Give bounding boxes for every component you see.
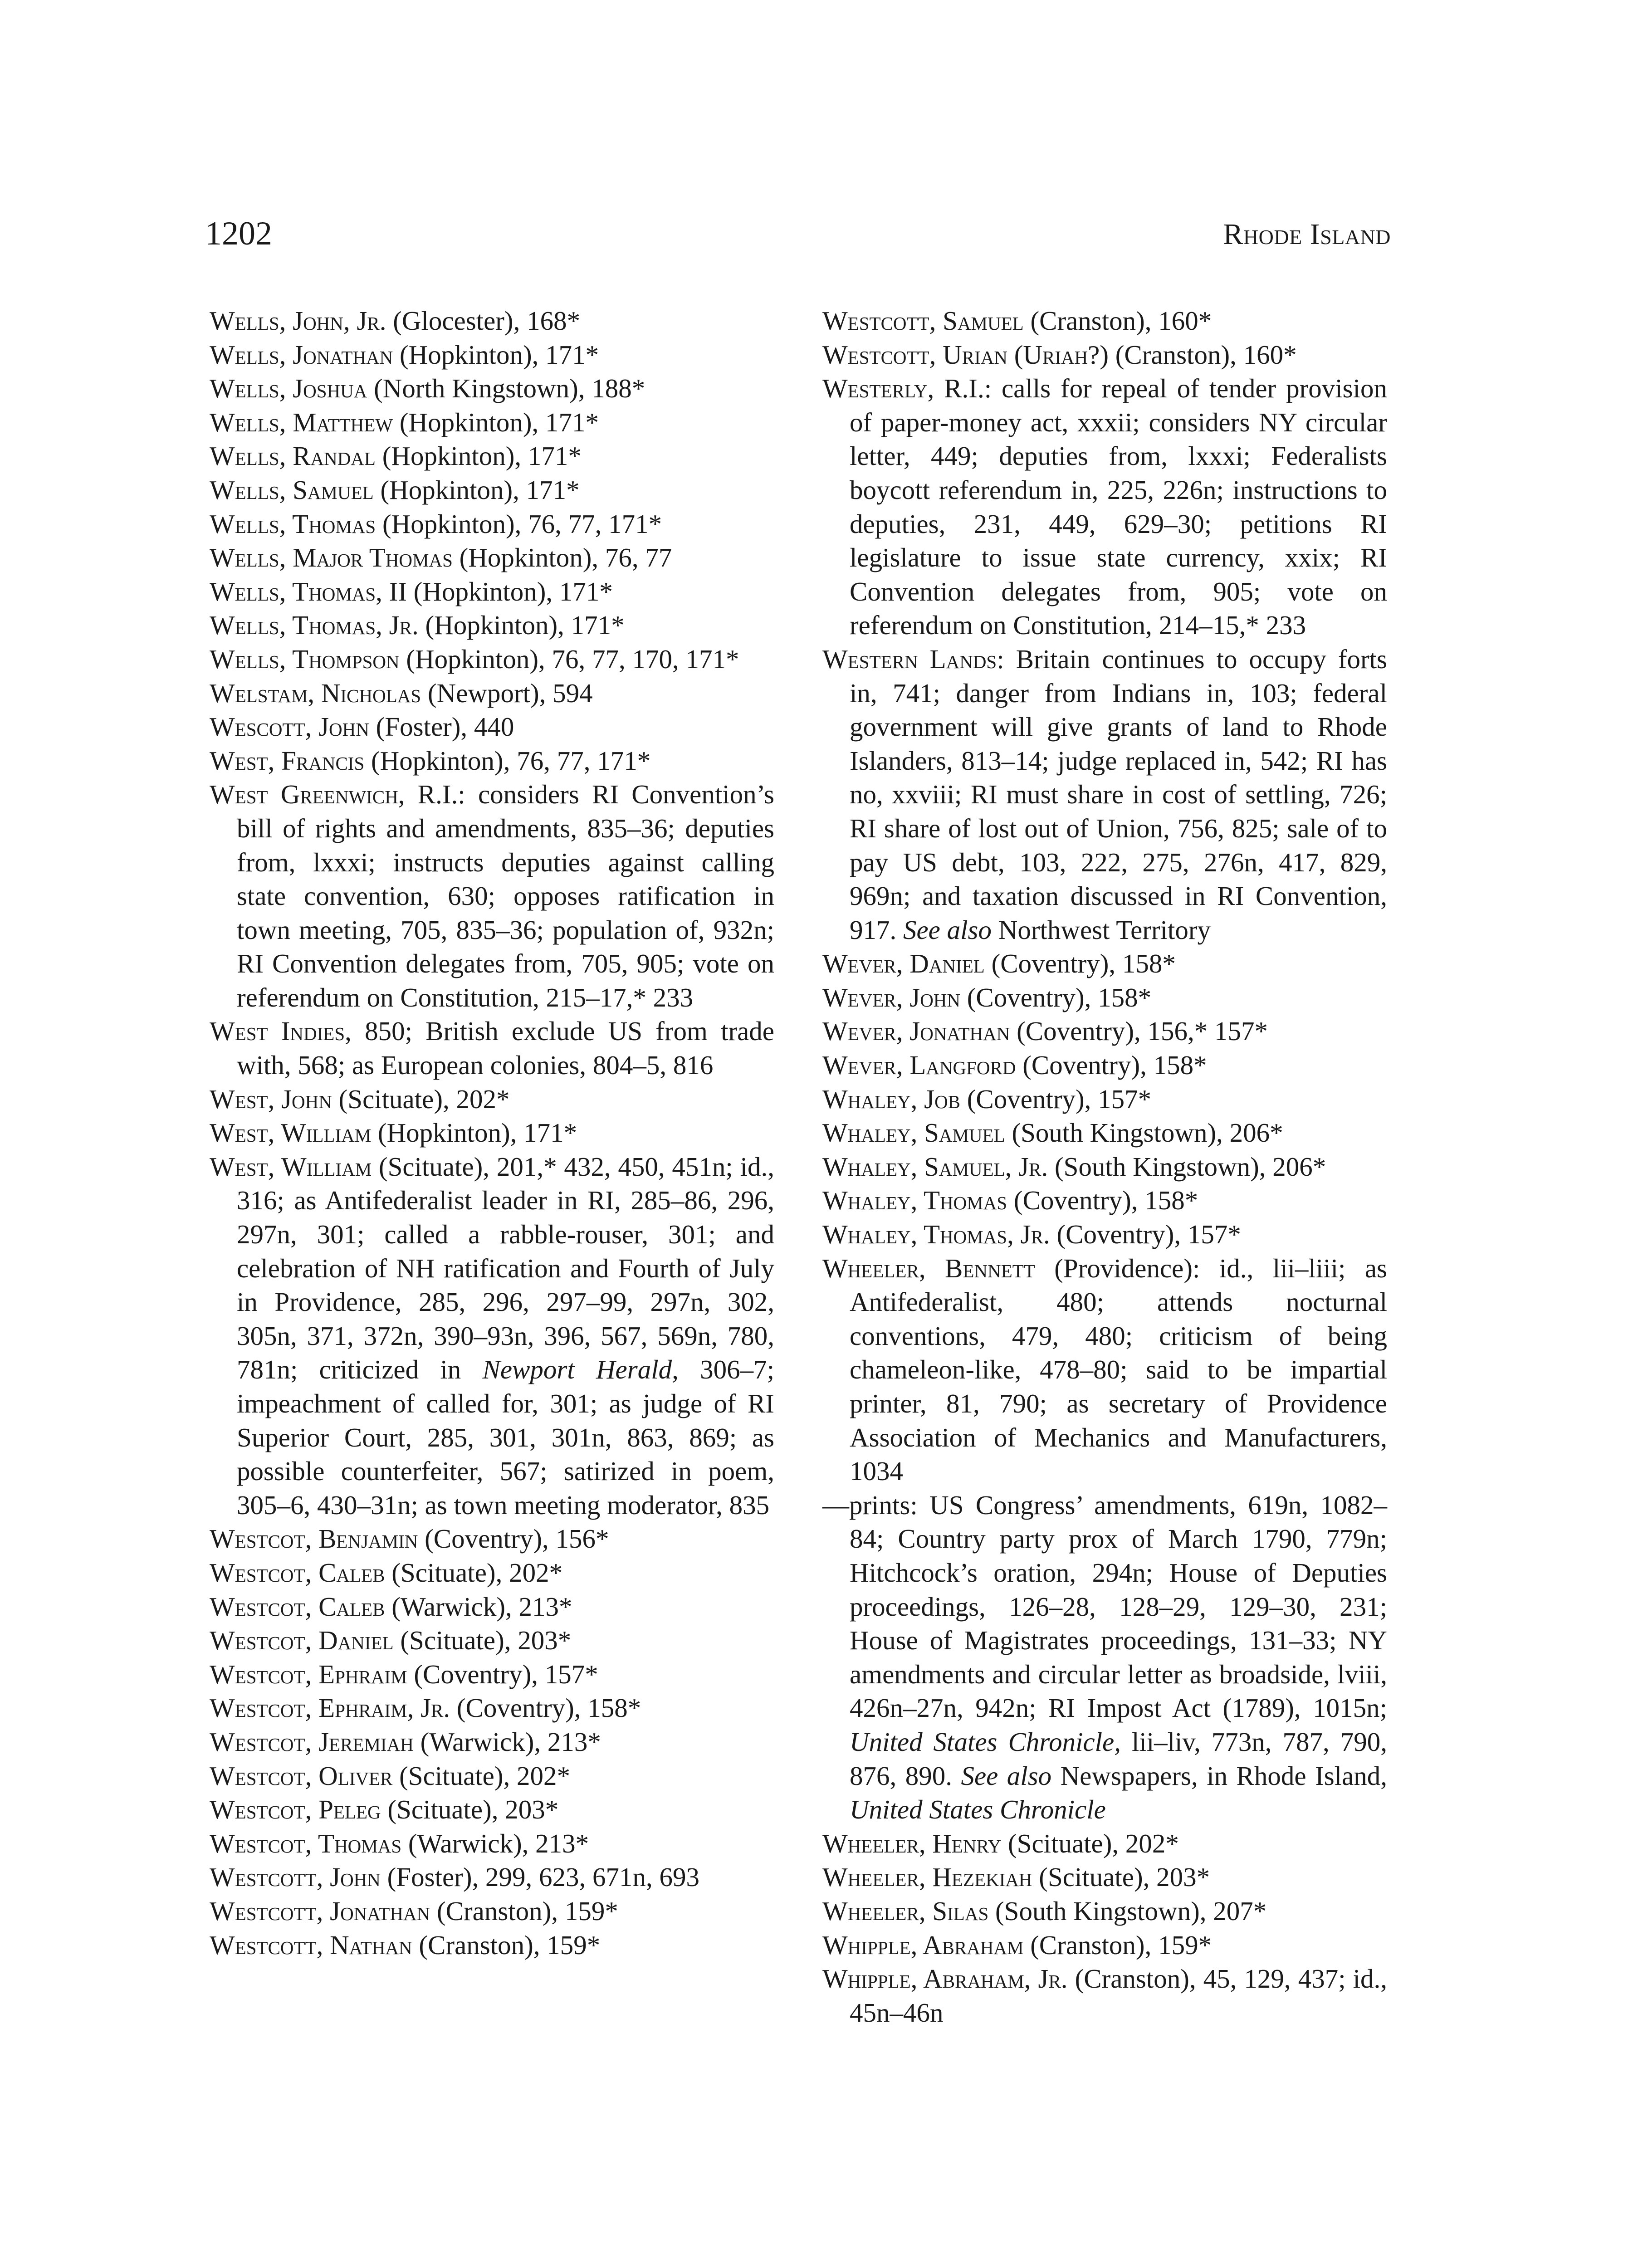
entry-text: (Scituate), 202* (385, 1557, 563, 1588)
entry-heading: Westcot, Ephraim (210, 1659, 407, 1689)
entry-text: Northwest Territory (991, 914, 1211, 945)
entry-text: Britain continues to occupy forts in, 741; danger from Indians in, 103; federal government will give grants of land to Rhode Islanders, 813–14; judge replaced in, 542; RI has no, xxviii; RI must share in cost of settling, 726; RI share of lost out of Union, 756, 825; sale of to pay US debt, 103, 222, 275, 276n, 417, 829, 969n; and taxation discussed in RI Convention, 917. (850, 644, 1387, 945)
index-entry (210, 1014, 774, 1082)
index-entry (210, 304, 774, 338)
entry-text: (Hopkinton), 76, 77, 171* (364, 745, 651, 776)
entry-heading: Wells, Jonathan (210, 339, 393, 370)
index-entry (822, 1082, 1387, 1116)
entry-heading: Whaley, Samuel (822, 1118, 1005, 1148)
entry-heading: Westcott, John (210, 1862, 381, 1892)
index-entry (210, 1894, 774, 1928)
index-entry (210, 1827, 774, 1861)
index-column-right (822, 304, 1387, 2029)
entry-text: (South Kingstown), 206* (1005, 1118, 1283, 1148)
entry-text: (Hopkinton), 171* (393, 407, 599, 437)
entry-text: R.I.: calls for repeal of tender provision of paper-money act, xxxii; considers NY circular letter, 449; deputies from, lxxxi; Federalists boycott referendum in, 225, 226n; instructions to deputies, 231, 449, 629–30; petitions RI legislature to issue state currency, xxix; RI Convention delegates from, 905; vote on referendum on Constitution, 214–15,* 233 (850, 373, 1387, 640)
entry-heading: Whipple, Abraham, Jr. (822, 1964, 1068, 1994)
entry-heading: Wells, Thomas, II (210, 576, 407, 606)
entry-text: (Hopkinton), 171* (373, 474, 580, 505)
entry-text: (Coventry), 158* (960, 982, 1152, 1012)
index-entry (210, 541, 774, 575)
entry-text: (Warwick), 213* (413, 1726, 601, 1757)
entry-heading: Westcot, Jeremiah (210, 1726, 414, 1757)
index-entry (822, 1116, 1387, 1150)
entry-text: (Coventry), 156,* 157* (1010, 1016, 1268, 1046)
index-entry (210, 439, 774, 473)
entry-heading: Wells, Thomas, Jr. (210, 610, 419, 640)
index-column-left (210, 304, 774, 1962)
entry-text: (South Kingstown), 206* (1048, 1151, 1326, 1182)
index-entry (210, 1623, 774, 1657)
entry-text: (Hopkinton), 171* (393, 339, 599, 370)
entry-heading: Wells, Thompson (210, 644, 400, 674)
index-entry (210, 1725, 774, 1759)
entry-heading: West, William (210, 1118, 372, 1148)
entry-text: (Coventry), 158* (984, 948, 1176, 979)
entry-heading: Wells, Thomas (210, 508, 376, 539)
index-entry (210, 1556, 774, 1590)
entry-text: (Hopkinton), 76, 77, 171* (376, 508, 662, 539)
entry-text: 850; British exclude US from trade with, 568; as European colonies, 804–5, 816 (237, 1016, 774, 1080)
entry-heading: Whaley, Thomas, Jr. (822, 1219, 1050, 1250)
index-entry (210, 1860, 774, 1894)
entry-text: (Hopkinton), 76, 77, 170, 171* (399, 644, 739, 674)
entry-heading: West Indies, (210, 1016, 352, 1046)
entry-text: (Cranston), 160* (1109, 339, 1297, 370)
index-entry (210, 1793, 774, 1827)
entry-text: (Cranston), 160* (1023, 306, 1212, 336)
entry-text: (Foster), 440 (369, 712, 514, 742)
entry-heading: Westcot, Ephraim, Jr. (210, 1693, 450, 1723)
entry-text: (Scituate), 203* (393, 1625, 572, 1656)
entry-heading: Whaley, Job (822, 1084, 961, 1114)
entry-heading: Westcot, Daniel (210, 1625, 394, 1656)
entry-heading: Westcott, Urian (Uriah?) (822, 339, 1109, 370)
index-entry (210, 1691, 774, 1725)
index-entry (822, 1488, 1387, 1827)
entry-text: (Hopkinton), 171* (418, 610, 625, 640)
entry-text: (Warwick), 213* (385, 1591, 572, 1622)
entry-heading: Westcott, Samuel (822, 306, 1024, 336)
entry-heading: Welstam, Nicholas (210, 678, 421, 708)
entry-text: (North Kingstown), 188* (367, 373, 645, 404)
entry-text: (Coventry), 157* (407, 1659, 598, 1689)
index-entry (210, 1928, 774, 1962)
index-entry (822, 981, 1387, 1015)
index-entry (210, 1082, 774, 1116)
entry-text: R.I.: considers RI Convention’s bill of rights and amendments, 835–36; deputies from, lxxxi; instructs deputies against calling state convention, 630; opposes ratification in town meeting, 705, 835–36; population of, 932n; RI Convention delegates from, 705, 905; vote on referendum on Constitution, 215–17,* 233 (237, 779, 774, 1012)
entry-text: (Coventry), 157* (960, 1084, 1152, 1114)
entry-text: (Coventry), 157* (1050, 1219, 1241, 1250)
entry-heading: Wheeler, Henry (822, 1828, 1002, 1858)
entry-text: (Scituate), 202* (392, 1760, 570, 1791)
index-entry (210, 1150, 774, 1522)
entry-text: (Hopkinton), 171* (371, 1118, 577, 1148)
entry-heading: Westcot, Oliver (210, 1760, 393, 1791)
index-entry (822, 642, 1387, 947)
entry-italic: See also (903, 914, 992, 945)
index-entry (210, 507, 774, 541)
index-entry (210, 676, 774, 710)
entry-text: (Cranston), 159* (412, 1930, 601, 1960)
entry-heading: Westcott, Nathan (210, 1930, 412, 1960)
entry-heading: Westcot, Caleb (210, 1557, 385, 1588)
entry-text: (Providence): id., lii–liii; as Antifederalist, 480; attends nocturnal conventions, 479, 480; criticism of being chameleon-like, 478–80; said to be impartial printer, 81, 790; as secretary of Providence Association of Mechanics and Manufacturers, 1034 (850, 1253, 1387, 1486)
index-entry (822, 371, 1387, 642)
entry-heading: Westerly, (822, 373, 934, 404)
entry-text: 306–7; impeachment of called for, 301; as judge of RI Superior Court, 285, 301, 301n, 863, 869; as possible counterfeiter, 567; satirized in poem, 305–6, 430–31n; as town meeting moderator, 835 (237, 1354, 774, 1520)
entry-heading: Westcott, Jonathan (210, 1896, 430, 1926)
index-entry (822, 1894, 1387, 1928)
index-entry (210, 1116, 774, 1150)
index-entry (210, 744, 774, 778)
entry-text: (Hopkinton), 76, 77 (452, 543, 672, 573)
index-entry (210, 371, 774, 406)
index-entry (210, 710, 774, 744)
entry-text: (Coventry), 156* (418, 1524, 609, 1554)
entry-text: (Scituate), 203* (381, 1794, 559, 1825)
entry-text: (Scituate), 203* (1032, 1862, 1210, 1892)
index-entry (822, 1860, 1387, 1894)
entry-heading: West Greenwich, (210, 779, 405, 810)
index-entry (210, 473, 774, 507)
entry-heading: Wever, Langford (822, 1050, 1016, 1080)
index-entry (210, 1759, 774, 1793)
index-entry (822, 1928, 1387, 1962)
entry-heading: Wells, Joshua (210, 373, 367, 404)
index-entry (210, 338, 774, 372)
running-head: Rhode Island (1223, 218, 1391, 251)
index-entry (210, 1657, 774, 1691)
entry-heading: Wells, Matthew (210, 407, 393, 437)
entry-heading: Wever, Daniel (822, 948, 985, 979)
index-entry (822, 1183, 1387, 1217)
entry-heading: Westcot, Caleb (210, 1591, 385, 1622)
entry-text: (Scituate), 202* (332, 1084, 510, 1114)
index-entry (822, 1048, 1387, 1082)
entry-heading: Wells, Samuel (210, 474, 374, 505)
entry-text: lii–liv, 773n, 787, 790, 876, 890. (850, 1726, 1387, 1791)
index-entry (822, 304, 1387, 338)
page-number: 1202 (205, 215, 272, 252)
entry-text: Newspapers, in Rhode Island, (1051, 1760, 1388, 1791)
entry-italic: United States Chronicle (850, 1794, 1106, 1825)
entry-text: (Scituate), 202* (1001, 1828, 1179, 1858)
entry-text: (Warwick), 213* (401, 1828, 589, 1858)
entry-italic: See also (961, 1760, 1052, 1791)
entry-text: (Foster), 299, 623, 671n, 693 (380, 1862, 699, 1892)
entry-text: —prints: US Congress’ amendments, 619n, 1082–84; Country party prox of March 1790, 779n; Hitchcock’s oration, 294n; House of Deputies proceedings, 126–28, 128–29, 129–30, 231; House of Magistrates proceedings, 131–33; NY amendments and circular letter as broadside, lviii, 426n–27n, 942n; RI Impost Act (1789), 1015n; (822, 1490, 1387, 1723)
index-entry (210, 608, 774, 642)
entry-italic: United States Chronicle, (850, 1726, 1121, 1757)
entry-text: (Coventry), 158* (450, 1693, 641, 1723)
entry-heading: Western Lands: (822, 644, 1004, 674)
entry-heading: Wheeler, Hezekiah (822, 1862, 1032, 1892)
index-entry (210, 642, 774, 676)
entry-heading: Wells, John, Jr. (210, 306, 386, 336)
entry-heading: Wells, Randal (210, 441, 376, 471)
entry-heading: Wever, John (822, 982, 961, 1012)
entry-heading: Wever, Jonathan (822, 1016, 1010, 1046)
index-entry (210, 1522, 774, 1556)
index-entry (822, 1827, 1387, 1861)
index-entry (822, 947, 1387, 981)
entry-italic: Newport Herald, (482, 1354, 679, 1385)
entry-text: (Coventry), 158* (1016, 1050, 1207, 1080)
index-entry (210, 777, 774, 1014)
index-entry (822, 338, 1387, 372)
index-entry (210, 406, 774, 440)
index-entry (210, 1590, 774, 1624)
entry-heading: Westcot, Benjamin (210, 1524, 418, 1554)
entry-heading: West, William (210, 1151, 372, 1182)
entry-text: (Newport), 594 (421, 678, 593, 708)
entry-heading: Whaley, Samuel, Jr. (822, 1151, 1048, 1182)
entry-heading: West, John (210, 1084, 332, 1114)
entry-heading: Wells, Major Thomas (210, 543, 453, 573)
entry-heading: West, Francis (210, 745, 365, 776)
entry-heading: Wheeler, Bennett (822, 1253, 1035, 1283)
index-entry (822, 1150, 1387, 1184)
entry-heading: Westcot, Peleg (210, 1794, 381, 1825)
entry-text: (Cranston), 159* (430, 1896, 618, 1926)
entry-text: (Cranston), 45, 129, 437; id., 45n–46n (850, 1964, 1387, 2028)
index-entry (822, 1962, 1387, 2029)
entry-text: (Scituate), 201,* 432, 450, 451n; id., 316; as Antifederalist leader in RI, 285–86, 296, 297n, 301; called a rabble-rouser, 301; and celebration of NH ratification and Fourth of July in Providence, 285, 296, 297–99, 297n, 302, 305n, 371, 372n, 390–93n, 396, 567, 569n, 780, 781n; criticized in (237, 1151, 774, 1385)
entry-heading: Wescott, John (210, 712, 369, 742)
entry-text: (Hopkinton), 171* (406, 576, 613, 606)
entry-heading: Wheeler, Silas (822, 1896, 989, 1926)
index-entry (210, 575, 774, 609)
entry-text: (Cranston), 159* (1023, 1930, 1212, 1960)
entry-text: (South Kingstown), 207* (988, 1896, 1267, 1926)
entry-text: (Glocester), 168* (386, 306, 581, 336)
index-entry (822, 1251, 1387, 1488)
index-entry (822, 1014, 1387, 1048)
entry-text: (Coventry), 158* (1007, 1185, 1198, 1216)
entry-heading: Westcot, Thomas (210, 1828, 402, 1858)
entry-heading: Whaley, Thomas (822, 1185, 1007, 1216)
entry-heading: Whipple, Abraham (822, 1930, 1024, 1960)
index-entry (822, 1217, 1387, 1251)
entry-text: (Hopkinton), 171* (375, 441, 582, 471)
